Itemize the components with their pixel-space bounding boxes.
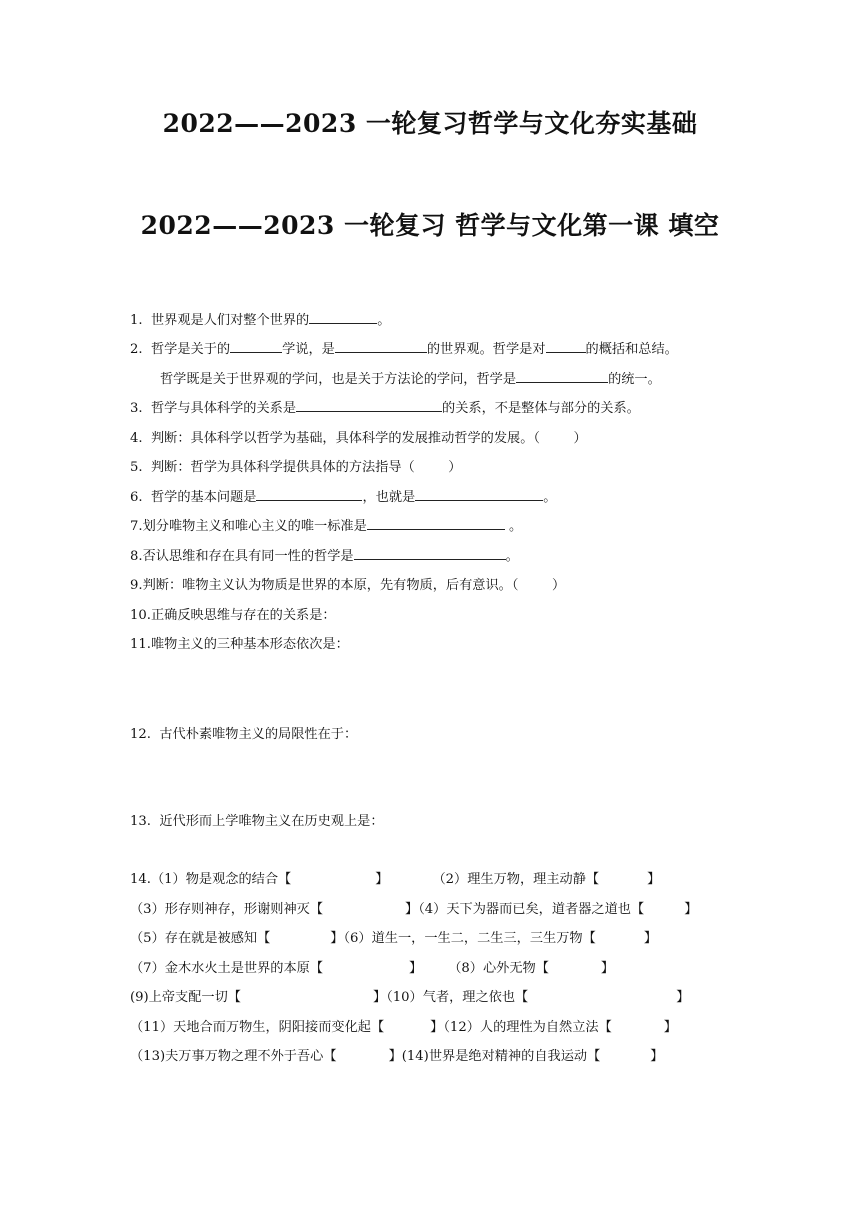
question-14-row-1: 14.（1）物是观念的结合【 】 （2）理生万物，理主动静【 】	[130, 872, 661, 887]
document-subtitle: 2022——2023 一轮复习 哲学与文化第一课 填空	[140, 211, 720, 240]
blank[interactable]	[546, 339, 586, 353]
blank[interactable]	[415, 487, 543, 501]
question-5: 5. 判断：哲学为具体科学提供具体的方法指导（ ）	[130, 460, 462, 475]
question-8: 8.否认思维和存在具有同一性的哲学是 。	[130, 545, 519, 564]
question-6: 6. 哲学的基本问题是 ，也就是 。	[130, 486, 556, 505]
question-14-row-4: （7）金木水火土是世界的本原【 】 （8）心外无物【 】	[130, 961, 615, 976]
question-2-cont: 哲学既是关于世界观的学问，也是关于方法论的学问，哲学是 的统一。	[160, 368, 661, 387]
blank[interactable]	[335, 339, 427, 353]
question-11: 11.唯物主义的三种基本形态依次是：	[130, 637, 349, 652]
blank[interactable]	[367, 516, 505, 530]
question-7: 7.划分唯物主义和唯心主义的唯一标准是 。	[130, 515, 522, 534]
question-14-row-7: （13)夫万事万物之理不外于吾心【 】(14)世界是绝对精神的自我运动【 】	[130, 1049, 664, 1064]
blank[interactable]	[516, 369, 608, 383]
blank[interactable]	[296, 398, 442, 412]
question-14-row-6: （11）天地合而万物生，阴阳接而变化起【 】（12）人的理性为自然立法【 】	[130, 1020, 677, 1035]
question-10: 10.正确反映思维与存在的关系是：	[130, 608, 336, 623]
question-14-row-3: （5）存在就是被感知【 】（6）道生一，一生二，二生三，三生万物【 】	[130, 931, 657, 946]
question-4: 4. 判断：具体科学以哲学为基础，具体科学的发展推动哲学的发展。（ ）	[130, 431, 587, 446]
question-12: 12. 古代朴素唯物主义的局限性在于：	[130, 727, 358, 742]
question-14-row-2: （3）形存则神存，形谢则神灭【 】（4）天下为器而已矣，道者器之道也【 】	[130, 902, 698, 917]
blank[interactable]	[230, 339, 282, 353]
blank[interactable]	[256, 487, 362, 501]
question-9: 9.判断：唯物主义认为物质是世界的本原，先有物质，后有意识。（ ）	[130, 578, 566, 593]
document-title: 2022——2023 一轮复习哲学与文化夯实基础	[162, 109, 698, 138]
question-2: 2. 哲学是关于的 学说，是 的世界观。哲学是对 的概括和总结。	[130, 338, 678, 357]
question-1: 1. 世界观是人们对整个世界的 。	[130, 309, 390, 328]
blank[interactable]	[354, 546, 506, 560]
question-3: 3. 哲学与具体科学的关系是 的关系，不是整体与部分的关系。	[130, 397, 640, 416]
question-13: 13. 近代形而上学唯物主义在历史观上是：	[130, 814, 384, 829]
blank[interactable]	[309, 310, 377, 324]
question-14-row-5: (9)上帝支配一切【 】（10）气者，理之依也【 】	[130, 990, 690, 1005]
